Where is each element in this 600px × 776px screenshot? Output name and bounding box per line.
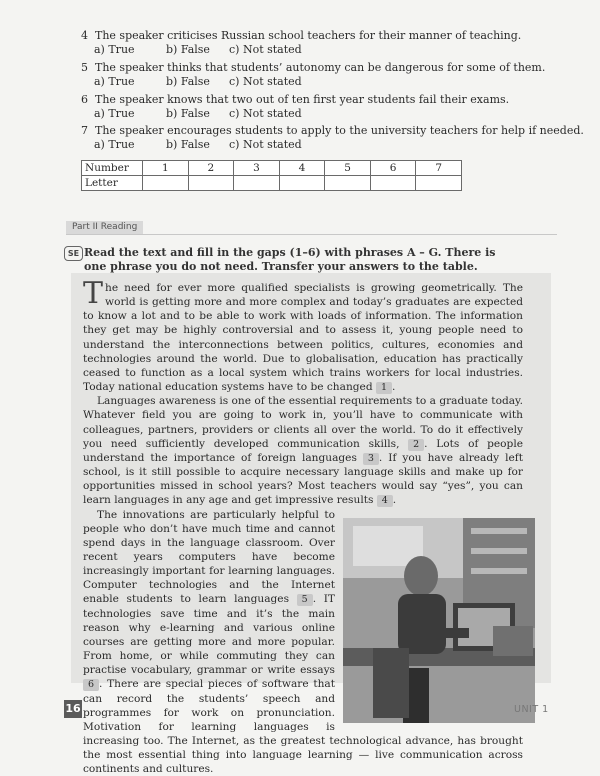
gap-marker[interactable]: 4 bbox=[377, 495, 393, 507]
drop-cap: T bbox=[83, 282, 103, 306]
unit-label: UNIT 1 bbox=[514, 704, 549, 715]
question-7: 7 The speaker encourages students to apply to the university teachers for help if needed. a) True b) False c) Not stated bbox=[81, 124, 551, 152]
answer-cell[interactable] bbox=[416, 176, 462, 191]
table-cell: 6 bbox=[370, 161, 416, 176]
paragraph-3: The innovations are particularly helpful to people who don’t have much time and cannot spend days in the language classroom. Over recent years computers have become increasingly important for learning languages. Computer technologies and the Internet enable students to learn languages 5 . IT technologies save time and it’s the main reason why e-learning and various online courses are getting more and more popular. From home, or while commuting they can practise vocabulary, grammar or write essays 6 . There are special pieces of software that can record the students’ speech and programmes for work on pronunciation. Motivation for learning languages is increasing too. The Internet, as the greatest technological advance, has brought the most essential thing into language learning — live communication across continents and cultures. bbox=[83, 508, 523, 776]
option-c: c) Not stated bbox=[229, 138, 302, 152]
paragraph-2: Languages awareness is one of the essential requirements to a graduate today. Whatever field you are going to work in, you’ll have to communicate with colleagues, partners, providers or clients all over the world. To do it effectively you need sufficiently developed communication skills, 2 . Lots of people understand the importance of foreign languages 3 . If you have already left school, is it still possible to acquire necessary language skills and make up for opportunities missed in school years? Most teachers would say “yes”, you can learn languages in any age and get impressive results 4 . bbox=[83, 394, 523, 507]
option-a: a) True bbox=[94, 75, 166, 89]
answer-cell[interactable] bbox=[279, 176, 325, 191]
table-row bbox=[82, 161, 462, 176]
photo-man-at-computer bbox=[343, 518, 535, 723]
reading-passage bbox=[71, 273, 551, 683]
question-4: 4 The speaker criticises Russian school teachers for their manner of teaching. a) True b) False c) Not stated bbox=[81, 29, 551, 57]
option-a: a) True bbox=[94, 43, 166, 57]
gap-marker[interactable]: 3 bbox=[363, 453, 379, 465]
answer-cell[interactable] bbox=[188, 176, 234, 191]
table-cell: 1 bbox=[143, 161, 189, 176]
option-c: c) Not stated bbox=[229, 107, 302, 121]
answer-cell[interactable] bbox=[143, 176, 189, 191]
answer-table bbox=[81, 160, 462, 191]
option-b: b) False bbox=[166, 75, 229, 89]
table-cell: 5 bbox=[325, 161, 371, 176]
answer-cell[interactable] bbox=[325, 176, 371, 191]
reading-text bbox=[83, 281, 523, 776]
section-divider bbox=[66, 221, 557, 235]
option-c: c) Not stated bbox=[229, 75, 302, 89]
table-header-number: Number bbox=[82, 161, 143, 176]
table-cell: 3 bbox=[234, 161, 280, 176]
table-cell: 2 bbox=[188, 161, 234, 176]
table-header-letter: Letter bbox=[82, 176, 143, 191]
answer-cell[interactable] bbox=[234, 176, 280, 191]
gap-marker[interactable]: 1 bbox=[376, 382, 392, 394]
gap-marker[interactable]: 6 bbox=[83, 679, 99, 691]
option-c: c) Not stated bbox=[229, 43, 302, 57]
paragraph-1: The need for ever more qualified specialists is growing geometrically. The world is getting more and more complex and today’s graduates are expected to know a lot and to be able to work with loads of information. The information they get may be highly controversial and to assess it, young people need to understand the interconnections between politics, cultures, economies and technologies around the world. Due to globalisation, education has practically ceased to function as a local system which trains workers for local industries. Today national education systems have to be changed 1 . bbox=[83, 281, 523, 394]
table-cell: 4 bbox=[279, 161, 325, 176]
gap-marker[interactable]: 2 bbox=[408, 439, 424, 451]
option-a: a) True bbox=[94, 107, 166, 121]
task-instruction: Read the text and fill in the gaps (1–6) with phrases A – G. There is one phrase you do not need. Transfer your answers to the table. bbox=[84, 246, 504, 274]
option-b: b) False bbox=[166, 43, 229, 57]
option-b: b) False bbox=[166, 107, 229, 121]
page-number: 16 bbox=[64, 700, 82, 718]
table-cell: 7 bbox=[416, 161, 462, 176]
gap-marker[interactable]: 5 bbox=[297, 594, 313, 606]
answer-cell[interactable] bbox=[370, 176, 416, 191]
option-a: a) True bbox=[94, 138, 166, 152]
question-6: 6 The speaker knows that two out of ten first year students fail their exams. a) True b) False c) Not stated bbox=[81, 93, 551, 121]
question-5: 5 The speaker thinks that students’ autonomy can be dangerous for some of them. a) True b) False c) Not stated bbox=[81, 61, 551, 89]
part-label: Part II Reading bbox=[66, 221, 143, 234]
option-b: b) False bbox=[166, 138, 229, 152]
se-badge: SE bbox=[64, 246, 83, 261]
table-row bbox=[82, 176, 462, 191]
